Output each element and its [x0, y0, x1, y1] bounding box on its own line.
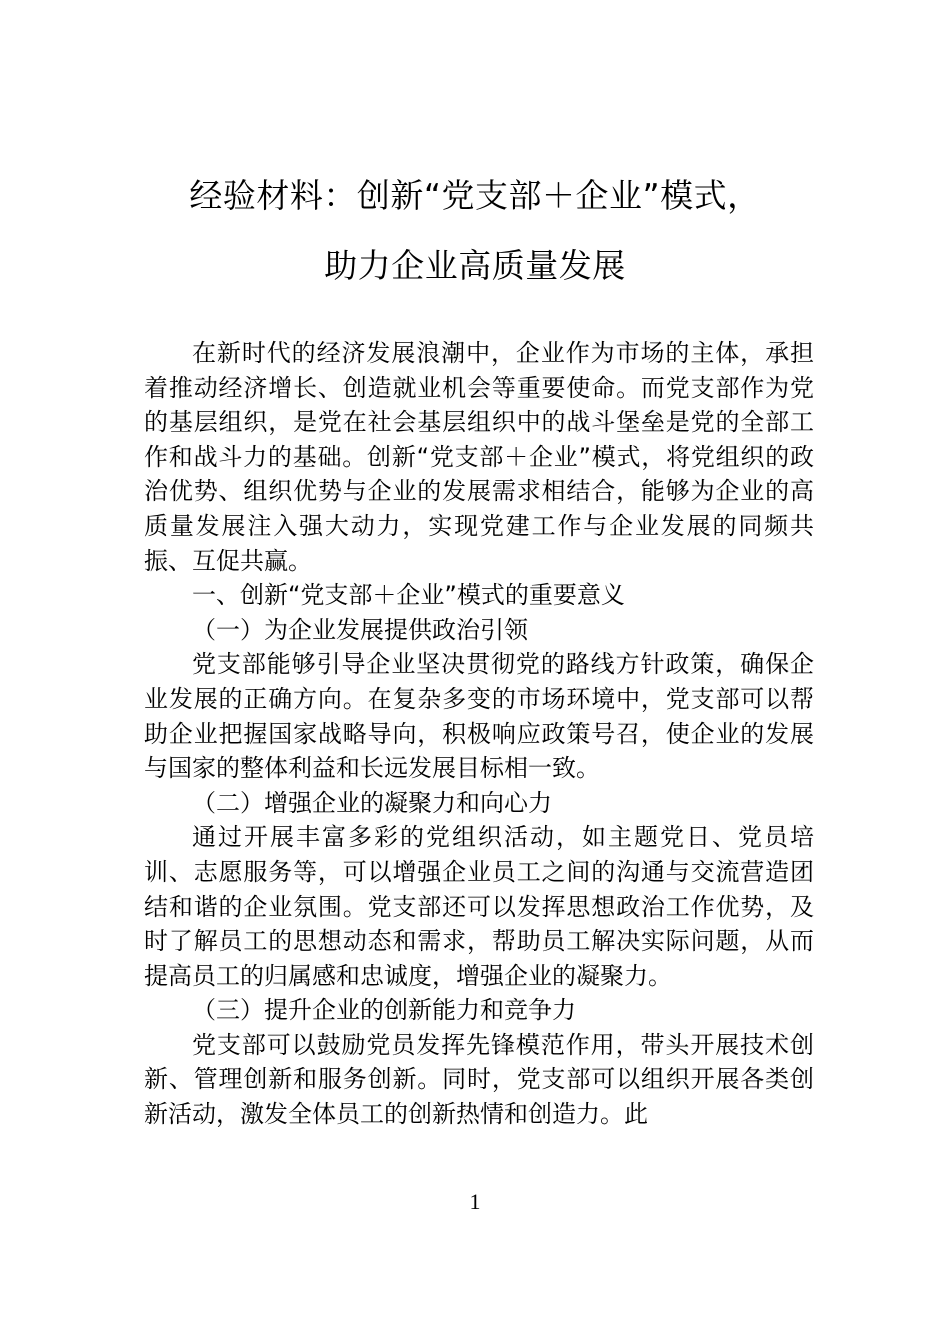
paragraph-innovation: 党支部可以鼓励党员发挥先锋模范作用，带头开展技术创新、管理创新和服务创新。同时，党支部可以组织开展各类创新活动，激发全体员工的创新热情和创造力。此	[144, 1030, 814, 1129]
paragraph-intro: 在新时代的经济发展浪潮中，企业作为市场的主体，承担着推动经济增长、创造就业机会等重要使命。而党支部作为党的基层组织，是党在社会基层组织中的战斗堡垒是党的全部工作和战斗力的基础。创新“党支部＋企业”模式，将党组织的政治优势、组织优势与企业的发展需求相结合，能够为企业的高质量发展注入强大动力，实现党建工作与企业发展的同频共振、互促共赢。	[144, 339, 814, 575]
subsection-heading-2: （二）增强企业的凝聚力和向心力	[192, 788, 552, 817]
section-heading-1: 一、创新“党支部＋企业”模式的重要意义	[192, 581, 625, 610]
paragraph-cohesion: 通过开展丰富多彩的党组织活动，如主题党日、党员培训、志愿服务等，可以增强企业员工之间的沟通与交流营造团结和谐的企业氛围。党支部还可以发挥思想政治工作优势，及时了解员工的思想动态和需求，帮助员工解决实际问题，从而提高员工的归属感和忠诚度，增强企业的凝聚力。	[144, 823, 814, 990]
document-body	[144, 336, 814, 1132]
document-title-line-2: 助力企业高质量发展	[324, 246, 626, 285]
document-title-line-1: 经验材料：创新“党支部＋企业”模式，	[189, 176, 761, 215]
subsection-heading-1: （一）为企业发展提供政治引领	[192, 615, 528, 644]
subsection-heading-3: （三）提升企业的创新能力和竞争力	[192, 996, 576, 1025]
paragraph-political-guidance: 党支部能够引导企业坚决贯彻党的路线方针政策，确保企业发展的正确方向。在复杂多变的市场环境中，党支部可以帮助企业把握国家战略导向，积极响应政策号召，使企业的发展与国家的整体利益和长远发展目标相一致。	[144, 650, 814, 783]
page-number: 1	[469, 1189, 481, 1214]
